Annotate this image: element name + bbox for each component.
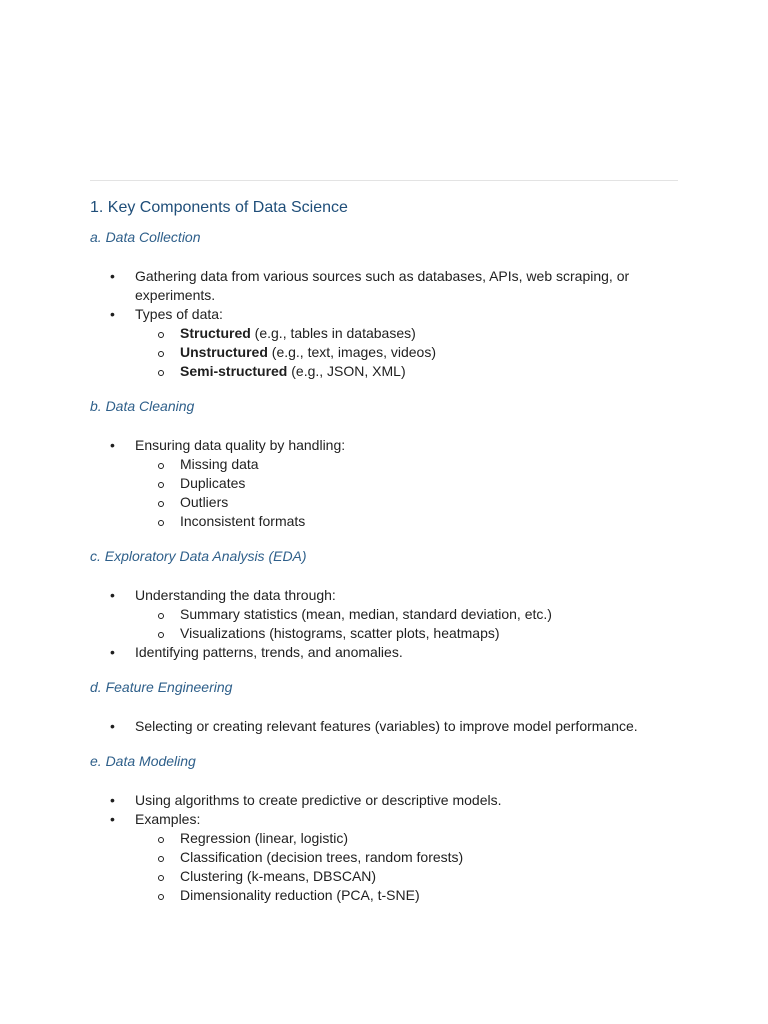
sub-list-item: Visualizations (histograms, scatter plots, heatmaps) xyxy=(135,624,678,643)
sub-list-item: Structured (e.g., tables in databases) xyxy=(135,324,678,343)
sub-list xyxy=(135,829,678,905)
subsection-title-feature-engineering: d. Feature Engineering xyxy=(90,679,233,695)
list-item: • Using algorithms to create predictive or descriptive models. xyxy=(90,791,678,810)
sub-list-item: Missing data xyxy=(135,455,678,474)
subsection-title-data-cleaning: b. Data Cleaning xyxy=(90,398,195,414)
subsection-title-eda: c. Exploratory Data Analysis (EDA) xyxy=(90,548,307,564)
sub-list-item: Semi-structured (e.g., JSON, XML) xyxy=(135,362,678,381)
list-item: • Gathering data from various sources such as databases, APIs, web scraping, or experiments. xyxy=(90,267,678,305)
sub-list xyxy=(135,324,678,381)
subsection-title-data-collection: a. Data Collection xyxy=(90,229,201,245)
bullet-list xyxy=(90,586,678,662)
sub-list xyxy=(135,455,678,531)
sub-list-item: Duplicates xyxy=(135,474,678,493)
list-item: • Understanding the data through: Summary statistics (mean, median, standard deviation, etc.) Visualizations (histograms, scatter plots, heatmaps) xyxy=(90,586,678,643)
section-heading: 1. Key Components of Data Science xyxy=(90,199,348,216)
bullet-list xyxy=(90,717,678,736)
document-page xyxy=(90,180,678,921)
bullet-list xyxy=(90,436,678,531)
bullet-list xyxy=(90,267,678,381)
sub-list-item: Dimensionality reduction (PCA, t-SNE) xyxy=(135,886,678,905)
sub-list-item: Unstructured (e.g., text, images, videos) xyxy=(135,343,678,362)
list-item: • Ensuring data quality by handling: Missing data Duplicates Outliers Inconsistent formats xyxy=(90,436,678,531)
sub-list-item: Outliers xyxy=(135,493,678,512)
list-item: • Examples: Regression (linear, logistic) Classification (decision trees, random forests) Clustering (k-means, DBSCAN) Dimensionality reduction (PCA, t-SNE) xyxy=(90,810,678,905)
list-item: • Selecting or creating relevant features (variables) to improve model performance. xyxy=(90,717,678,736)
sub-list-item: Clustering (k-means, DBSCAN) xyxy=(135,867,678,886)
sub-list-item: Summary statistics (mean, median, standard deviation, etc.) xyxy=(135,605,678,624)
sub-list-item: Regression (linear, logistic) xyxy=(135,829,678,848)
bullet-list xyxy=(90,791,678,905)
list-item: • Identifying patterns, trends, and anomalies. xyxy=(90,643,678,662)
horizontal-rule xyxy=(90,180,678,181)
sub-list xyxy=(135,605,678,643)
subsection-title-data-modeling: e. Data Modeling xyxy=(90,753,196,769)
sub-list-item: Inconsistent formats xyxy=(135,512,678,531)
sub-list-item: Classification (decision trees, random forests) xyxy=(135,848,678,867)
list-item: • Types of data: Structured (e.g., tables in databases) Unstructured (e.g., text, images, videos) Semi-structured (e.g., JSON, XML) xyxy=(90,305,678,381)
